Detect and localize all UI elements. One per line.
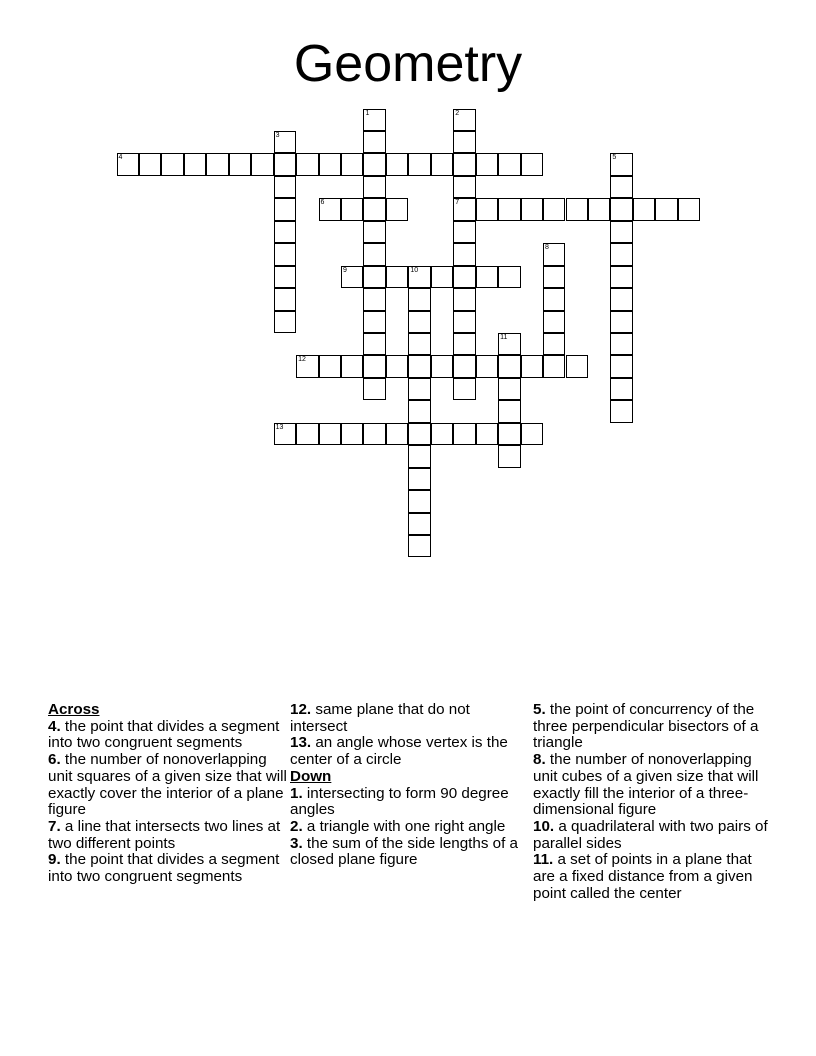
grid-cell[interactable] <box>498 423 520 445</box>
grid-cell[interactable] <box>453 355 475 377</box>
clue-across-4: 4. the point that divides a segment into two congruent segments <box>48 717 280 752</box>
grid-cell[interactable] <box>296 355 318 377</box>
grid-cell[interactable] <box>610 333 632 355</box>
grid-cell[interactable] <box>453 153 475 175</box>
grid-cell[interactable] <box>408 288 430 310</box>
grid-cell[interactable] <box>363 378 385 400</box>
grid-cell[interactable] <box>386 423 408 445</box>
grid-cell[interactable] <box>408 153 430 175</box>
grid-cell[interactable] <box>431 423 453 445</box>
clue-down-1: 1. intersecting to form 90 degree angles <box>290 784 509 819</box>
grid-cell[interactable] <box>610 221 632 243</box>
clue-down-10: 10. a quadrilateral with two pairs of parallel sides <box>533 817 768 852</box>
grid-cell[interactable] <box>363 243 385 265</box>
grid-cell[interactable] <box>431 266 453 288</box>
grid-cell[interactable] <box>363 355 385 377</box>
grid-cell[interactable] <box>363 153 385 175</box>
grid-cell[interactable] <box>498 400 520 422</box>
grid-cell[interactable] <box>274 153 296 175</box>
clue-number: 4 <box>118 154 123 162</box>
clue-across-12: 12. same plane that do not intersect <box>290 701 470 735</box>
grid-cell[interactable] <box>498 153 520 175</box>
clue-down-11: 11. a set of points in a plane that are a fixed distance from a given point called the center <box>533 851 753 902</box>
grid-cell[interactable] <box>655 198 677 220</box>
grid-cell[interactable] <box>521 198 543 220</box>
grid-cell[interactable] <box>453 221 475 243</box>
grid-cell[interactable] <box>363 176 385 198</box>
grid-cell[interactable] <box>543 355 565 377</box>
grid-cell[interactable] <box>363 131 385 153</box>
grid-cell[interactable] <box>274 288 296 310</box>
grid-cell[interactable] <box>476 355 498 377</box>
grid-cell[interactable] <box>610 176 632 198</box>
grid-cell[interactable] <box>498 355 520 377</box>
grid-cell[interactable] <box>274 311 296 333</box>
grid-cell[interactable] <box>363 288 385 310</box>
grid-cell[interactable] <box>543 333 565 355</box>
grid-cell[interactable] <box>408 490 430 512</box>
grid-cell[interactable] <box>453 131 475 153</box>
grid-cell[interactable] <box>408 468 430 490</box>
grid-cell[interactable] <box>678 198 700 220</box>
clue-number: 13 <box>275 423 284 431</box>
grid-cell[interactable] <box>341 153 363 175</box>
grid-cell[interactable] <box>341 423 363 445</box>
grid-cell[interactable] <box>431 355 453 377</box>
grid-cell[interactable] <box>363 333 385 355</box>
grid-cell[interactable] <box>386 198 408 220</box>
clue-down-5: 5. the point of concurrency of the three perpendicular bisectors of a triangle <box>533 701 759 752</box>
across-heading: Across <box>48 701 100 718</box>
grid-cell[interactable] <box>453 311 475 333</box>
grid-cell[interactable] <box>274 176 296 198</box>
grid-cell[interactable] <box>521 153 543 175</box>
grid-cell[interactable] <box>543 198 565 220</box>
grid-cell[interactable] <box>453 423 475 445</box>
clue-column-3 <box>533 702 773 902</box>
grid-cell[interactable] <box>521 423 543 445</box>
grid-cell[interactable] <box>498 198 520 220</box>
grid-cell[interactable] <box>319 198 341 220</box>
clue-down-2: 2. a triangle with one right angle <box>290 817 506 835</box>
grid-cell[interactable] <box>341 355 363 377</box>
grid-cell[interactable] <box>274 131 296 153</box>
grid-cell[interactable] <box>408 400 430 422</box>
grid-cell[interactable] <box>498 445 520 467</box>
grid-cell[interactable] <box>476 198 498 220</box>
grid-cell[interactable] <box>408 333 430 355</box>
grid-cell[interactable] <box>453 243 475 265</box>
grid-cell[interactable] <box>161 153 183 175</box>
grid-cell[interactable] <box>386 266 408 288</box>
grid-cell[interactable] <box>453 198 475 220</box>
grid-cell[interactable] <box>229 153 251 175</box>
grid-cell[interactable] <box>633 198 655 220</box>
grid-cell[interactable] <box>610 243 632 265</box>
grid-cell[interactable] <box>386 153 408 175</box>
grid-cell[interactable] <box>363 109 385 131</box>
grid-cell[interactable] <box>610 355 632 377</box>
grid-cell[interactable] <box>408 445 430 467</box>
grid-cell[interactable] <box>274 243 296 265</box>
clue-number: 2 <box>455 109 460 117</box>
grid-cell[interactable] <box>453 378 475 400</box>
grid-cell[interactable] <box>319 355 341 377</box>
grid-cell[interactable] <box>319 423 341 445</box>
clue-column-2 <box>290 702 525 869</box>
grid-cell[interactable] <box>498 378 520 400</box>
clue-across-7: 7. a line that intersects two lines at two different points <box>48 817 281 852</box>
grid-cell[interactable] <box>610 378 632 400</box>
grid-cell[interactable] <box>363 266 385 288</box>
grid-cell[interactable] <box>566 355 588 377</box>
grid-cell[interactable] <box>543 311 565 333</box>
grid-cell[interactable] <box>274 423 296 445</box>
clue-number: 12 <box>298 356 306 364</box>
clue-number: 3 <box>275 131 280 139</box>
grid-cell[interactable] <box>453 288 475 310</box>
grid-cell[interactable] <box>184 153 206 175</box>
grid-cell[interactable] <box>566 198 588 220</box>
grid-cell[interactable] <box>588 198 610 220</box>
grid-cell[interactable] <box>117 153 139 175</box>
grid-cell[interactable] <box>341 266 363 288</box>
grid-cell[interactable] <box>296 153 318 175</box>
grid-cell[interactable] <box>453 333 475 355</box>
grid-cell[interactable] <box>610 311 632 333</box>
grid-cell[interactable] <box>476 423 498 445</box>
grid-cell[interactable] <box>476 153 498 175</box>
grid-cell[interactable] <box>408 378 430 400</box>
grid-cell[interactable] <box>363 221 385 243</box>
clue-number: 6 <box>320 199 325 207</box>
grid-cell[interactable] <box>453 176 475 198</box>
grid-cell[interactable] <box>408 423 430 445</box>
clue-across-13: 13. an angle whose vertex is the center of a circle <box>290 734 508 769</box>
down-heading: Down <box>290 767 332 785</box>
grid-cell[interactable] <box>453 266 475 288</box>
clue-across-6: 6. the number of nonoverlapping unit squares of a given size that will exactly cover the interior of a plane figure <box>48 751 287 819</box>
grid-cell[interactable] <box>610 198 632 220</box>
grid-cell[interactable] <box>610 153 632 175</box>
grid-cell[interactable] <box>610 288 632 310</box>
grid-cell[interactable] <box>363 311 385 333</box>
grid-cell[interactable] <box>453 109 475 131</box>
grid-cell[interactable] <box>498 266 520 288</box>
clue-down-3: 3. the sum of the side lengths of a closed plane figure <box>290 834 518 869</box>
clue-number: 7 <box>455 199 460 207</box>
grid-cell[interactable] <box>543 243 565 265</box>
grid-cell[interactable] <box>408 535 430 557</box>
clue-number: 11 <box>500 334 508 341</box>
clue-down-8: 8. the number of nonoverlapping unit cubes of a given size that will exactly fill the interior of a three-dimensional figure <box>533 751 759 819</box>
grid-cell[interactable] <box>363 423 385 445</box>
grid-cell[interactable] <box>408 513 430 535</box>
grid-cell[interactable] <box>251 153 273 175</box>
grid-cell[interactable] <box>363 198 385 220</box>
clue-number: 8 <box>545 244 549 252</box>
grid-cell[interactable] <box>408 266 430 288</box>
grid-cell[interactable] <box>431 153 453 175</box>
clue-number: 1 <box>365 109 370 117</box>
grid-cell[interactable] <box>498 333 520 355</box>
grid-cell[interactable] <box>610 400 632 422</box>
grid-cell[interactable] <box>319 153 341 175</box>
grid-cell[interactable] <box>521 355 543 377</box>
grid-cell[interactable] <box>274 198 296 220</box>
clue-number: 9 <box>343 266 347 274</box>
clue-column-1 <box>48 702 288 886</box>
clue-number: 5 <box>612 154 617 162</box>
clue-number: 10 <box>410 266 419 274</box>
page-title: Geometry <box>293 35 523 93</box>
grid-cell[interactable] <box>386 355 408 377</box>
grid-cell[interactable] <box>408 311 430 333</box>
grid-cell[interactable] <box>341 198 363 220</box>
grid-cell[interactable] <box>274 221 296 243</box>
grid-cell[interactable] <box>296 423 318 445</box>
grid-cell[interactable] <box>139 153 161 175</box>
grid-cell[interactable] <box>543 288 565 310</box>
grid-cell[interactable] <box>543 266 565 288</box>
grid-cell[interactable] <box>274 266 296 288</box>
grid-cell[interactable] <box>408 355 430 377</box>
grid-cell[interactable] <box>610 266 632 288</box>
grid-cell[interactable] <box>476 266 498 288</box>
grid-cell[interactable] <box>206 153 228 175</box>
clue-across-9: 9. the point that divides a segment into two congruent segments <box>48 851 280 886</box>
